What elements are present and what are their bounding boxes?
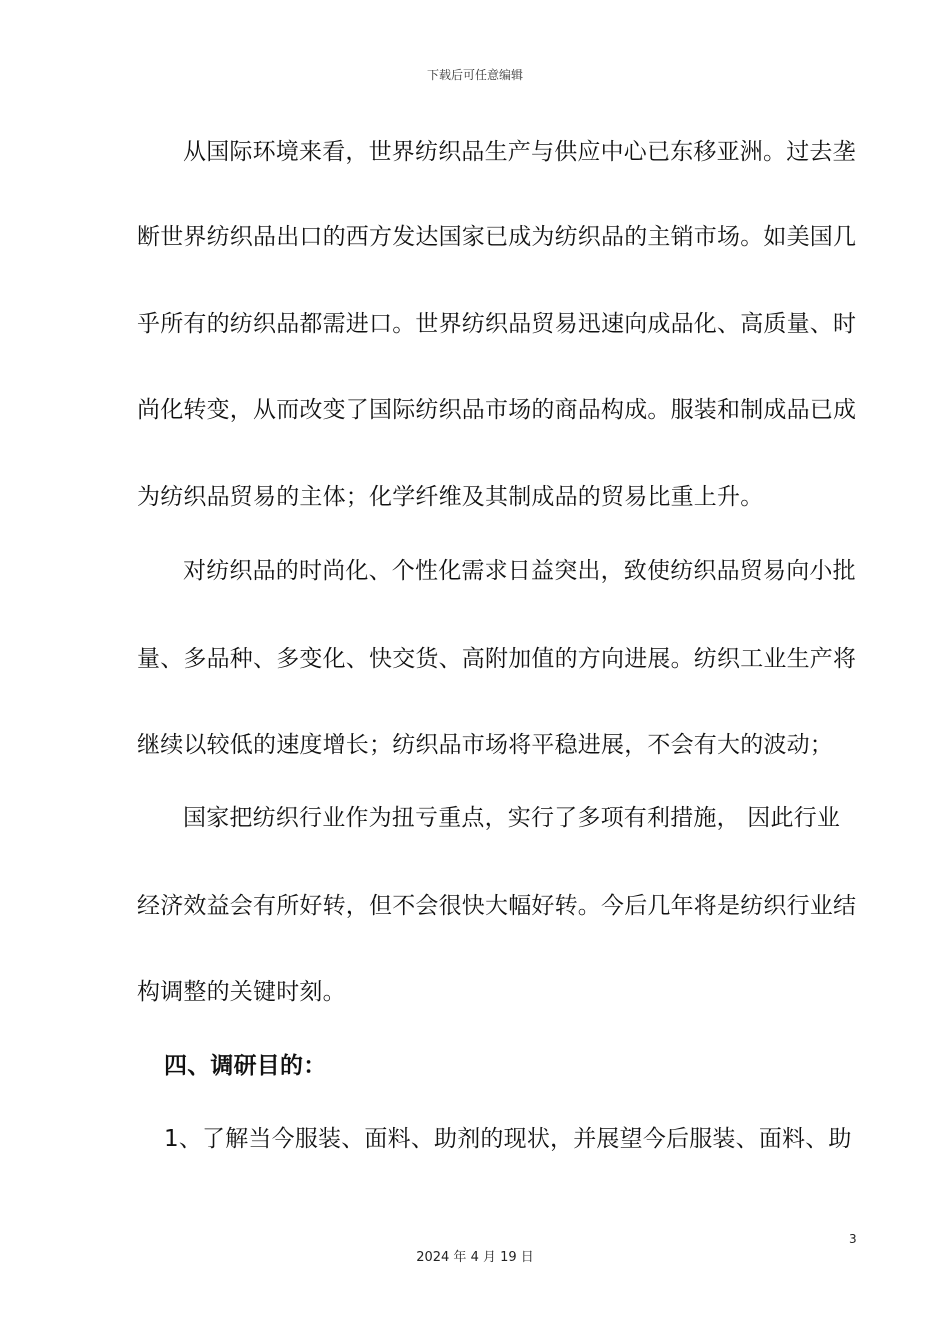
paragraph-line: 继续以较低的速度增长；纺织品市场将平稳进展，不会有大的波动； bbox=[137, 732, 833, 758]
page-number: 3 bbox=[849, 1232, 857, 1246]
paragraph-line: 尚化转变，从而改变了国际纺织品市场的商品构成。服装和制成品已成 bbox=[137, 397, 857, 423]
page-header: 下载后可任意编辑 bbox=[426, 68, 523, 82]
paragraph-line: 为纺织品贸易的主体；化学纤维及其制成品的贸易比重上升。 bbox=[137, 484, 764, 510]
paragraph-line: 国家把纺织行业作为扭亏重点，实行了多项有利措施， 因此行业 bbox=[183, 805, 841, 831]
paragraph-line: 从国际环境来看，世界纺织品生产与供应中心已东移亚洲。过去垄 bbox=[183, 139, 856, 165]
section-heading: 四、调研目的： bbox=[164, 1053, 327, 1079]
paragraph-line: 对纺织品的时尚化、个性化需求日益突出，致使纺织品贸易向小批 bbox=[183, 558, 856, 584]
paragraph-line: 量、多品种、多变化、快交货、高附加值的方向进展。纺织工业生产将 bbox=[137, 646, 857, 672]
paragraph-line: 断世界纺织品出口的西方发达国家已成为纺织品的主销市场。如美国几 bbox=[137, 224, 857, 250]
list-item: 1、了解当今服装、面料、助剂的现状，并展望今后服装、面料、助 bbox=[164, 1126, 852, 1152]
paragraph-line: 乎所有的纺织品都需进口。世界纺织品贸易迅速向成品化、高质量、时 bbox=[137, 311, 857, 337]
footer-date: 2024 年 4 月 19 日 bbox=[416, 1250, 534, 1265]
paragraph-line: 构调整的关键时刻。 bbox=[137, 979, 346, 1005]
paragraph-line: 经济效益会有所好转，但不会很快大幅好转。今后几年将是纺织行业结 bbox=[137, 893, 857, 919]
